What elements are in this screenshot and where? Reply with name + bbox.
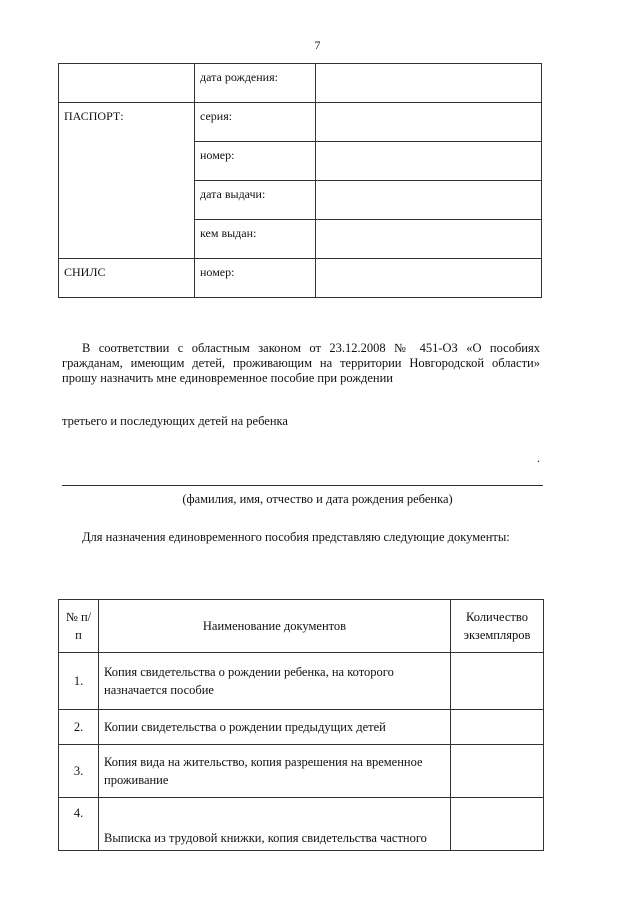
statement-text: В соответствии с областным законом от 23.12.2008 № 451-ОЗ «О пособиях гражданам, имеющим детей, проживающим на территории Новгородской области» прошу назначить мне единовременное пособие при рождении — [62, 341, 540, 385]
child-name-caption: (фамилия, имя, отчество и дата рождения ребенка) — [182, 492, 453, 506]
table-row — [59, 653, 544, 710]
row-number: 1. — [59, 653, 99, 710]
header-document-name: Наименование документов — [99, 600, 451, 653]
form-row-category — [59, 142, 195, 181]
header-quantity: Количество экземпляров — [451, 600, 544, 653]
document-name: Копия вида на жительство, копия разрешения на временное проживание — [99, 745, 451, 798]
form-row-snils — [59, 259, 542, 298]
child-line: третьего и последующих детей на ребенка — [62, 414, 288, 428]
birth-date-field[interactable] — [316, 64, 542, 103]
form-row-passport-number — [59, 142, 542, 181]
passport-issuer-field[interactable] — [316, 220, 542, 259]
header-number: № п/п — [59, 600, 99, 653]
documents-table-header — [59, 600, 544, 653]
form-row-label: номер: — [195, 259, 316, 298]
form-row-label: кем выдан: — [195, 220, 316, 259]
form-row-category — [59, 220, 195, 259]
quantity-field[interactable] — [451, 710, 544, 745]
form-row-label: дата выдачи: — [195, 181, 316, 220]
form-row-label: серия: — [195, 103, 316, 142]
table-row — [59, 798, 544, 851]
passport-issue-date-field[interactable] — [316, 181, 542, 220]
form-row-label: номер: — [195, 142, 316, 181]
child-name-fill-line[interactable] — [62, 485, 543, 486]
applicant-form-table — [58, 63, 542, 298]
quantity-field[interactable] — [451, 653, 544, 710]
snils-number-field[interactable] — [316, 259, 542, 298]
form-row-passport-issuer — [59, 220, 542, 259]
form-row-category — [59, 181, 195, 220]
table-row — [59, 710, 544, 745]
table-row — [59, 745, 544, 798]
form-row-label: дата рождения: — [195, 64, 316, 103]
documents-intro: Для назначения единовременного пособия представляю следующие документы: — [82, 530, 510, 544]
passport-series-field[interactable] — [316, 103, 542, 142]
line-end-dot: . — [537, 451, 540, 465]
form-row-category: СНИЛС — [59, 259, 195, 298]
form-row-birth-date — [59, 64, 542, 103]
document-name: Копия свидетельства о рождении ребенка, на которого назначается пособие — [99, 653, 451, 710]
row-number: 2. — [59, 710, 99, 745]
quantity-field[interactable] — [451, 798, 544, 851]
statement-paragraph — [62, 341, 540, 386]
form-row-category — [59, 64, 195, 103]
passport-number-field[interactable] — [316, 142, 542, 181]
quantity-field[interactable] — [451, 745, 544, 798]
document-name: Выписка из трудовой книжки, копия свидетельства частного — [99, 798, 451, 851]
row-number: 4. — [59, 798, 99, 851]
page-number: 7 — [314, 38, 321, 52]
documents-table — [58, 599, 544, 851]
form-row-passport-series — [59, 103, 542, 142]
row-number: 3. — [59, 745, 99, 798]
document-name: Копии свидетельства о рождении предыдущих детей — [99, 710, 451, 745]
form-row-passport-issue-date — [59, 181, 542, 220]
form-row-category: ПАСПОРТ: — [59, 103, 195, 142]
